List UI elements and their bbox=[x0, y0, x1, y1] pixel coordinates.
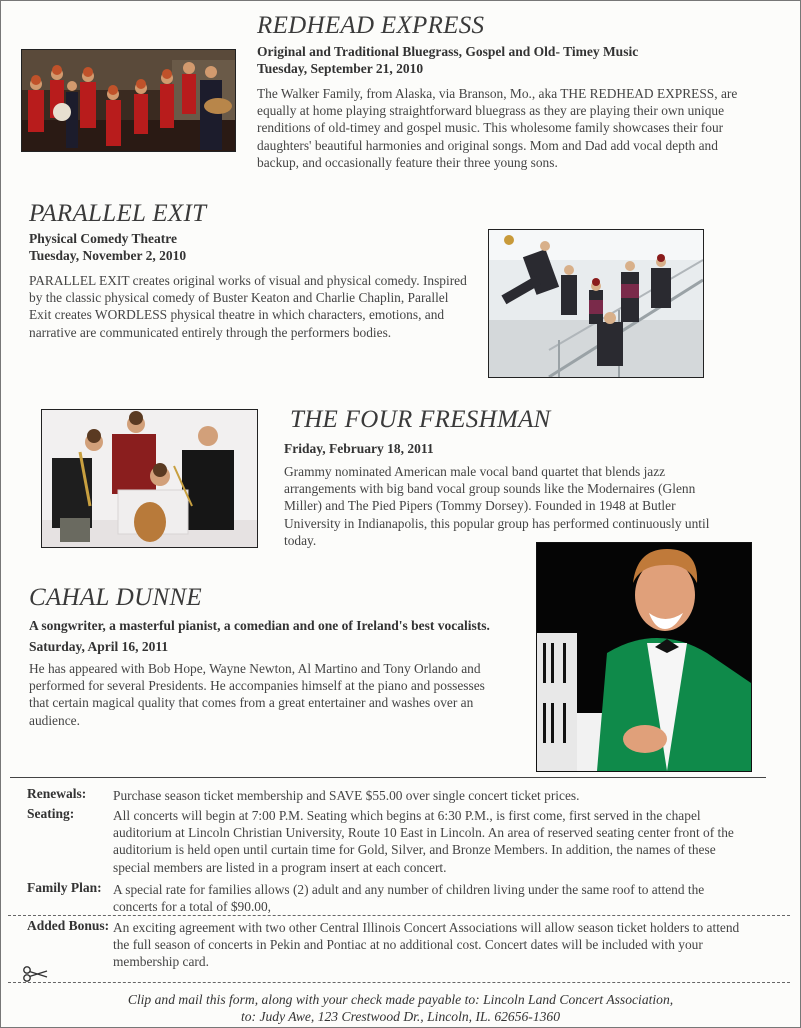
event-description: He has appeared with Bob Hope, Wayne Newton, Al Martino and Tony Orlando and performed for several Presidents. He accompanies himself at the piano and possesses that certain magical quality that comes from a great entertainer and washes over an audience. bbox=[29, 661, 485, 728]
event-title: CAHAL DUNNE bbox=[29, 584, 203, 611]
parallel-exit-photo bbox=[488, 229, 704, 378]
event-description: PARALLEL EXIT creates original works of visual and physical comedy. Inspired by the classic physical comedy of Buster Keaton and Charlie Chaplin, Parallel Exit creates WORDLESS physical theatre in which characters, emotions, and narrative are communicated entirely through the performers bodies. bbox=[29, 273, 467, 340]
info-text-added-bonus: An exciting agreement with two other Central Illinois Concert Associations will allow season ticket holders to attend the full season of concerts in Pekin and Pontiac at no additional cost. Concert dates will be included with your membership card. bbox=[113, 920, 740, 970]
event-subtitle: Original and Traditional Bluegrass, Gospel and Old- Timey Music bbox=[257, 44, 639, 59]
info-label-added-bonus: Added Bonus: bbox=[27, 918, 110, 933]
info-label-renewals: Renewals: bbox=[27, 786, 87, 801]
event-date: Tuesday, September 21, 2010 bbox=[257, 61, 424, 76]
section-divider bbox=[10, 777, 766, 778]
info-text-family-plan: A special rate for families allows (2) adult and any number of children living under the same roof to attend the concerts for a total of $90.00, bbox=[113, 882, 705, 915]
cahal-dunne-photo bbox=[536, 542, 752, 772]
event-description: The Walker Family, from Alaska, via Branson, Mo., aka THE REDHEAD EXPRESS, are equally at home playing straightforward bluegrass as they are playing their own unique renditions of old-timey and gospel music. This wholesome family showcases their four daughters' beautiful harmonies and original songs. Mom and Dad add vocal depth and backup, and occasionally feature their three young sons. bbox=[257, 86, 738, 170]
info-label-seating: Seating: bbox=[27, 806, 75, 821]
info-text-seating: All concerts will begin at 7:00 P.M. Seating which begins at 6:30 P.M., is first come, first served in the chapel auditorium at Lincoln Christian University, Route 10 East in Lincoln. An area of reserved seating center front of the auditorium is held open until curtain time for Gold, Silver, and Bronze Members. In addition, the names of these special members are listed in a program insert at each concert. bbox=[113, 808, 734, 875]
event-title: REDHEAD EXPRESS bbox=[257, 12, 485, 39]
cut-line bbox=[8, 915, 790, 916]
event-title: PARALLEL EXIT bbox=[29, 200, 207, 227]
four-freshman-photo bbox=[41, 409, 258, 548]
event-subtitle: A songwriter, a masterful pianist, a comedian and one of Ireland's best vocalists. bbox=[29, 618, 490, 633]
clip-line bbox=[8, 982, 790, 983]
info-label-family-plan: Family Plan: bbox=[27, 880, 102, 895]
event-date: Saturday, April 16, 2011 bbox=[29, 639, 169, 654]
mail-address: to: Judy Awe, 123 Crestwood Dr., Lincoln, IL. 62656-1360 bbox=[240, 1009, 561, 1024]
event-date: Tuesday, November 2, 2010 bbox=[29, 248, 187, 263]
event-description: Grammy nominated American male vocal band quartet that blends jazz arrangements with big band vocal group sounds like the Modernaires (Glenn Miller) and The Pied Pipers (Tommy Dorsey). Founded in 1948 at Butler University in Indianapolis, this popular group has performed continuously until today. bbox=[284, 464, 710, 548]
event-title: THE FOUR FRESHMAN bbox=[290, 406, 551, 433]
event-subtitle: Physical Comedy Theatre bbox=[29, 231, 177, 246]
redhead-express-photo bbox=[21, 49, 236, 152]
scissors-icon bbox=[22, 966, 48, 982]
info-text-renewals: Purchase season ticket membership and SAVE $55.00 over single concert ticket prices. bbox=[113, 788, 580, 803]
event-date: Friday, February 18, 2011 bbox=[284, 441, 434, 456]
mail-instructions: Clip and mail this form, along with your check made payable to: Lincoln Land Concert Association, bbox=[127, 992, 674, 1007]
